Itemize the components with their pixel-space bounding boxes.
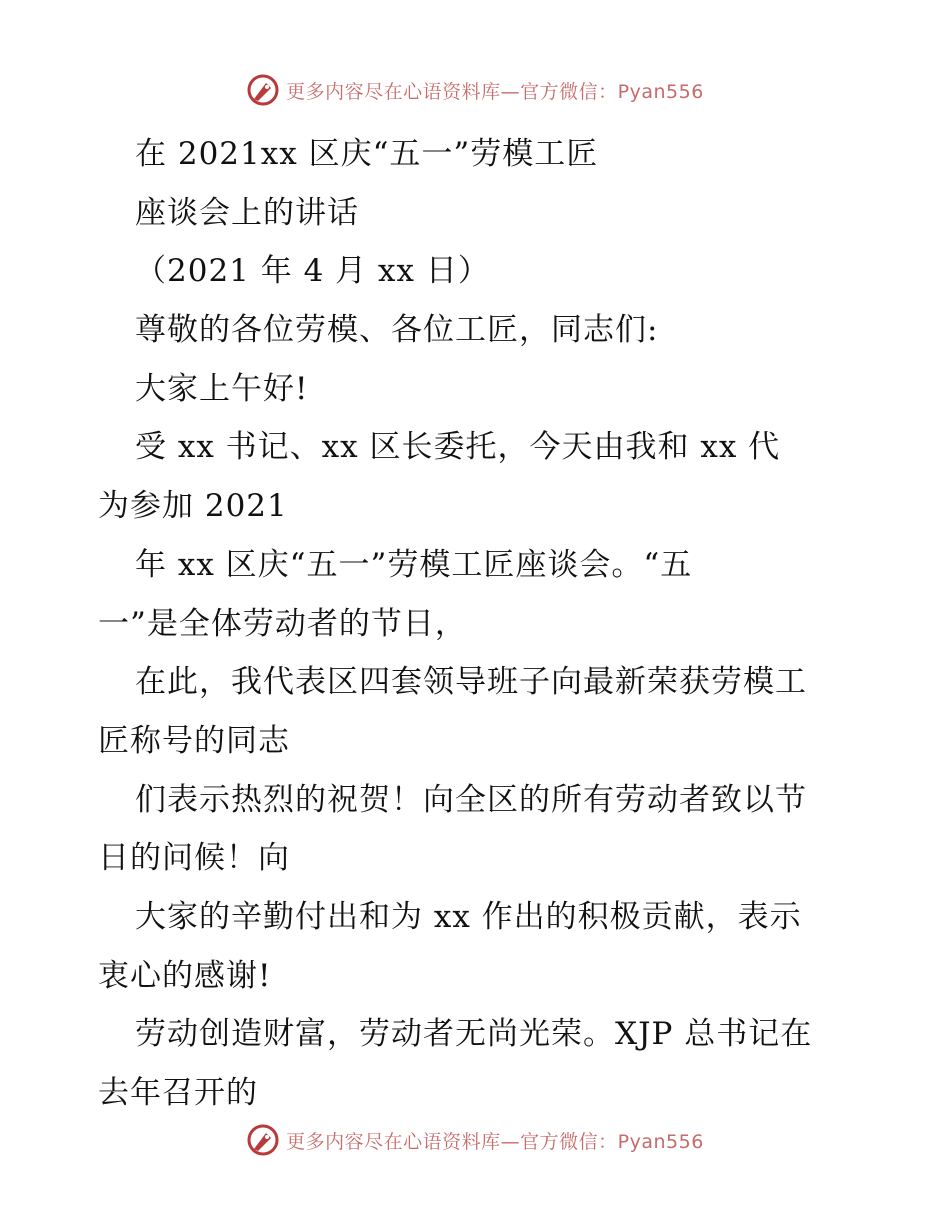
text-line: 大家上午好!: [135, 370, 309, 407]
text-line: 劳动创造财富，劳动者无尚光荣。XJP 总书记在: [135, 1016, 813, 1053]
text-line: 匠称号的同志: [98, 722, 290, 759]
text-line: 衷心的感谢!: [98, 957, 272, 994]
text-line: 座谈会上的讲话: [135, 194, 359, 231]
text-line: 们表示热烈的祝贺！向全区的所有劳动者致以节: [135, 781, 807, 818]
text-line: 在 2021xx 区庆“五一”劳模工匠: [135, 136, 599, 172]
watermark-footer: [0, 1120, 950, 1160]
document-body: [98, 125, 858, 1123]
text-line: 受 xx 书记、xx 区长委托，今天由我和 xx 代: [135, 429, 781, 466]
pen-nib-logo-icon: [246, 73, 280, 107]
pen-nib-logo-icon: [246, 1123, 280, 1157]
text-line: （2021 年 4 月 xx 日）: [135, 253, 490, 290]
watermark-text: 更多内容尽在心语资料库—官方微信：Pyan556: [286, 1130, 704, 1153]
text-line: 去年召开的: [98, 1075, 258, 1111]
text-line: 为参加 2021: [98, 488, 288, 525]
watermark-text: 更多内容尽在心语资料库—官方微信：Pyan556: [286, 80, 704, 103]
text-line: 尊敬的各位劳模、各位工匠，同志们:: [135, 312, 659, 349]
text-line: 一”是全体劳动者的节日，: [98, 605, 467, 642]
watermark-header: [0, 70, 950, 110]
text-line: 年 xx 区庆“五一”劳模工匠座谈会。“五: [135, 546, 693, 583]
text-line: 在此，我代表区四套领导班子向最新荣获劳模工: [135, 664, 807, 701]
text-line: 大家的辛勤付出和为 xx 作出的积极贡献，表示: [135, 898, 802, 935]
text-line: 日的问候！向: [98, 840, 290, 877]
